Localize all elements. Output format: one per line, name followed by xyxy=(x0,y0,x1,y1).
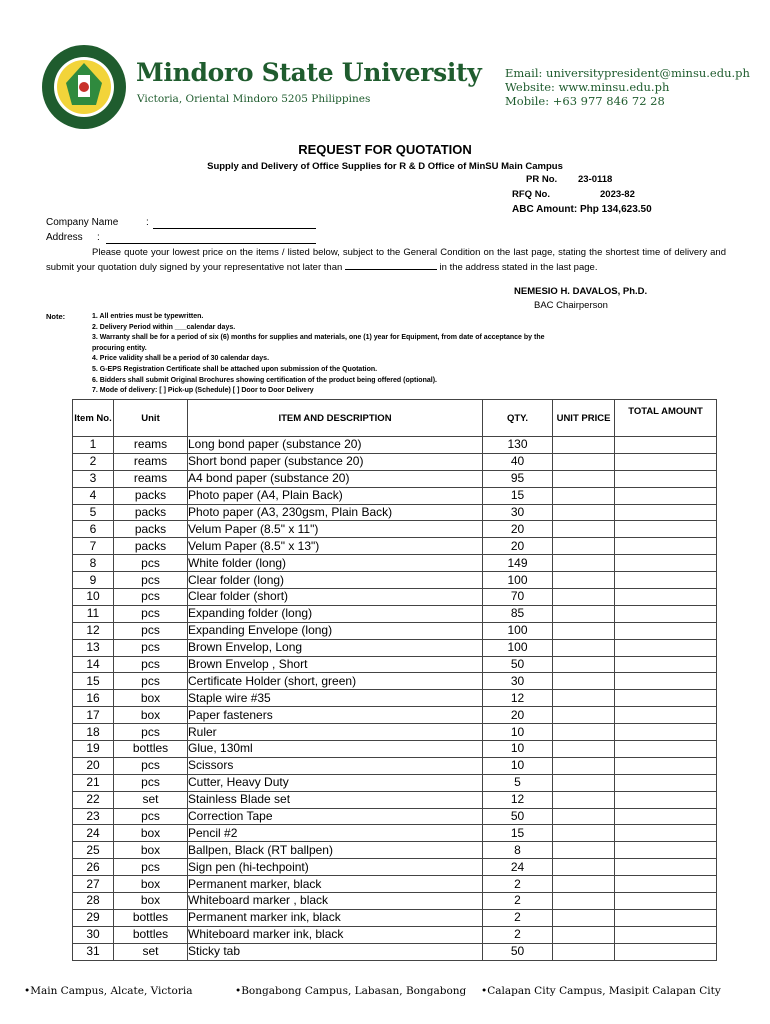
university-name: Mindoro State University xyxy=(136,58,482,87)
cell-item-no: 25 xyxy=(73,842,114,859)
table-row xyxy=(73,859,717,876)
company-name-field[interactable] xyxy=(153,218,316,229)
table-header-row xyxy=(73,400,717,437)
company-name-separator: : xyxy=(146,217,149,228)
cell-total-amount[interactable] xyxy=(615,741,717,758)
items-table xyxy=(72,399,717,961)
cell-item-no: 16 xyxy=(73,690,114,707)
cell-description: Short bond paper (substance 20) xyxy=(188,453,483,470)
cell-item-no: 20 xyxy=(73,757,114,774)
cell-unit: box xyxy=(114,842,188,859)
cell-unit-price[interactable] xyxy=(553,487,615,504)
cell-qty: 95 xyxy=(483,470,553,487)
table-row xyxy=(73,589,717,606)
cell-description: Brown Envelop , Short xyxy=(188,656,483,673)
cell-unit-price[interactable] xyxy=(553,538,615,555)
cell-unit: pcs xyxy=(114,639,188,656)
cell-total-amount[interactable] xyxy=(615,876,717,893)
signatory-title: BAC Chairperson xyxy=(534,300,608,311)
cell-description: Cutter, Heavy Duty xyxy=(188,774,483,791)
cell-item-no: 31 xyxy=(73,943,114,960)
cell-qty: 10 xyxy=(483,741,553,758)
header-unit-price: UNIT PRICE xyxy=(553,400,615,437)
cell-qty: 149 xyxy=(483,555,553,572)
cell-description: White folder (long) xyxy=(188,555,483,572)
cell-qty: 50 xyxy=(483,808,553,825)
table-row xyxy=(73,876,717,893)
cell-qty: 12 xyxy=(483,690,553,707)
cell-unit-price[interactable] xyxy=(553,926,615,943)
cell-description: Velum Paper (8.5" x 11") xyxy=(188,521,483,538)
cell-unit-price[interactable] xyxy=(553,521,615,538)
notes-list xyxy=(92,312,552,397)
instruction-text-1: Please quote your lowest price on the items / listed below, subject to the General Condition on the last page, stating the shortest time of delivery and submit your quotation duly signed by your representative not later than xyxy=(46,247,726,273)
cell-description: Brown Envelop, Long xyxy=(188,639,483,656)
cell-description: Certificate Holder (short, green) xyxy=(188,673,483,690)
table-row xyxy=(73,741,717,758)
document-subtitle: Supply and Delivery of Office Supplies for R & D Office of MinSU Main Campus xyxy=(207,161,563,172)
note-item: 4. Price validity shall be a period of 30 calendar days. xyxy=(92,355,270,363)
cell-item-no: 2 xyxy=(73,453,114,470)
cell-total-amount[interactable] xyxy=(615,673,717,690)
cell-item-no: 6 xyxy=(73,521,114,538)
table-row xyxy=(73,825,717,842)
cell-unit-price[interactable] xyxy=(553,943,615,960)
table-row xyxy=(73,757,717,774)
cell-item-no: 8 xyxy=(73,555,114,572)
cell-item-no: 18 xyxy=(73,724,114,741)
abc-amount: ABC Amount: Php 134,623.50 xyxy=(512,204,652,215)
cell-description: Expanding folder (long) xyxy=(188,605,483,622)
cell-total-amount[interactable] xyxy=(615,656,717,673)
table-row xyxy=(73,487,717,504)
table-row xyxy=(73,656,717,673)
cell-total-amount[interactable] xyxy=(615,808,717,825)
cell-qty: 10 xyxy=(483,724,553,741)
cell-description: Photo paper (A4, Plain Back) xyxy=(188,487,483,504)
cell-item-no: 22 xyxy=(73,791,114,808)
cell-description: Velum Paper (8.5" x 13") xyxy=(188,538,483,555)
cell-total-amount[interactable] xyxy=(615,589,717,606)
cell-qty: 15 xyxy=(483,487,553,504)
table-row xyxy=(73,842,717,859)
table-row xyxy=(73,605,717,622)
table-row xyxy=(73,893,717,910)
contact-email: Email: universitypresident@minsu.edu.ph xyxy=(505,66,750,80)
cell-qty: 2 xyxy=(483,909,553,926)
note-item: 1. All entries must be typewritten. xyxy=(92,313,204,320)
cell-item-no: 30 xyxy=(73,926,114,943)
cell-unit: reams xyxy=(114,453,188,470)
cell-total-amount[interactable] xyxy=(615,555,717,572)
cell-item-no: 13 xyxy=(73,639,114,656)
cell-unit-price[interactable] xyxy=(553,437,615,454)
cell-unit-price[interactable] xyxy=(553,690,615,707)
table-row xyxy=(73,504,717,521)
cell-unit: pcs xyxy=(114,555,188,572)
cell-item-no: 12 xyxy=(73,622,114,639)
table-row xyxy=(73,470,717,487)
table-row xyxy=(73,707,717,724)
cell-unit: bottles xyxy=(114,741,188,758)
table-row xyxy=(73,690,717,707)
university-address: Victoria, Oriental Mindoro 5205 Philippines xyxy=(137,93,371,105)
header-item-no: Item No. xyxy=(73,400,114,437)
cell-qty: 130 xyxy=(483,437,553,454)
cell-qty: 100 xyxy=(483,622,553,639)
cell-total-amount[interactable] xyxy=(615,437,717,454)
cell-item-no: 26 xyxy=(73,859,114,876)
cell-unit-price[interactable] xyxy=(553,656,615,673)
cell-item-no: 11 xyxy=(73,605,114,622)
cell-total-amount[interactable] xyxy=(615,572,717,589)
rfq-label: RFQ No. xyxy=(512,189,550,200)
cell-total-amount[interactable] xyxy=(615,859,717,876)
cell-qty: 85 xyxy=(483,605,553,622)
note-item: 3. Warranty shall be for a period of six (6) months for supplies and materials, one (1) year for Equipment, from date of acceptance by the procuring entity. xyxy=(92,334,545,352)
cell-description: Whiteboard marker ink, black xyxy=(188,926,483,943)
instruction-text-2: in the address stated in the last page. xyxy=(439,262,598,273)
cell-unit: pcs xyxy=(114,589,188,606)
cell-unit-price[interactable] xyxy=(553,909,615,926)
cell-unit: pcs xyxy=(114,859,188,876)
cell-qty: 15 xyxy=(483,825,553,842)
cell-unit: packs xyxy=(114,487,188,504)
cell-unit: reams xyxy=(114,437,188,454)
rfq-value: 2023-82 xyxy=(600,189,635,200)
cell-unit-price[interactable] xyxy=(553,893,615,910)
cell-unit: pcs xyxy=(114,808,188,825)
table-row xyxy=(73,622,717,639)
cell-unit: reams xyxy=(114,470,188,487)
cell-unit-price[interactable] xyxy=(553,842,615,859)
cell-qty: 5 xyxy=(483,774,553,791)
address-separator: : xyxy=(97,232,100,243)
table-row xyxy=(73,673,717,690)
note-item: 5. G-EPS Registration Certificate shall be attached upon submission of the Quotation. xyxy=(92,365,378,373)
cell-total-amount[interactable] xyxy=(615,487,717,504)
cell-unit: set xyxy=(114,791,188,808)
cell-qty: 50 xyxy=(483,656,553,673)
cell-description: Permanent marker, black xyxy=(188,876,483,893)
pr-value: 23-0118 xyxy=(578,174,613,185)
cell-item-no: 10 xyxy=(73,589,114,606)
cell-description: Glue, 130ml xyxy=(188,741,483,758)
table-row xyxy=(73,926,717,943)
cell-qty: 40 xyxy=(483,453,553,470)
cell-qty: 10 xyxy=(483,757,553,774)
table-row xyxy=(73,572,717,589)
cell-description: Expanding Envelope (long) xyxy=(188,622,483,639)
cell-description: Photo paper (A3, 230gsm, Plain Back) xyxy=(188,504,483,521)
note-item: 2. Delivery Period within ___calendar days. xyxy=(92,323,236,331)
footer-campus-main: •Main Campus, Alcate, Victoria xyxy=(24,985,193,997)
cell-item-no: 15 xyxy=(73,673,114,690)
note-label: Note: xyxy=(46,312,66,321)
cell-unit: box xyxy=(114,893,188,910)
cell-description: Long bond paper (substance 20) xyxy=(188,437,483,454)
table-row xyxy=(73,774,717,791)
cell-unit-price[interactable] xyxy=(553,555,615,572)
cell-unit: pcs xyxy=(114,656,188,673)
cell-unit-price[interactable] xyxy=(553,808,615,825)
cell-unit: pcs xyxy=(114,673,188,690)
cell-item-no: 14 xyxy=(73,656,114,673)
cell-unit: pcs xyxy=(114,605,188,622)
cell-description: Sticky tab xyxy=(188,943,483,960)
cell-total-amount[interactable] xyxy=(615,724,717,741)
cell-item-no: 29 xyxy=(73,909,114,926)
cell-unit: pcs xyxy=(114,724,188,741)
cell-unit: pcs xyxy=(114,622,188,639)
cell-qty: 2 xyxy=(483,893,553,910)
cell-unit-price[interactable] xyxy=(553,622,615,639)
cell-total-amount[interactable] xyxy=(615,639,717,656)
pr-label: PR No. xyxy=(526,174,558,185)
cell-item-no: 17 xyxy=(73,707,114,724)
cell-total-amount[interactable] xyxy=(615,825,717,842)
cell-unit: pcs xyxy=(114,774,188,791)
table-row xyxy=(73,555,717,572)
cell-qty: 100 xyxy=(483,639,553,656)
cell-total-amount[interactable] xyxy=(615,605,717,622)
cell-total-amount[interactable] xyxy=(615,470,717,487)
cell-unit-price[interactable] xyxy=(553,453,615,470)
table-row xyxy=(73,521,717,538)
cell-item-no: 21 xyxy=(73,774,114,791)
table-row xyxy=(73,808,717,825)
cell-unit: bottles xyxy=(114,926,188,943)
cell-qty: 12 xyxy=(483,791,553,808)
cell-item-no: 1 xyxy=(73,437,114,454)
document-title: REQUEST FOR QUOTATION xyxy=(298,142,472,157)
cell-qty: 20 xyxy=(483,521,553,538)
cell-item-no: 27 xyxy=(73,876,114,893)
cell-description: Correction Tape xyxy=(188,808,483,825)
cell-unit: pcs xyxy=(114,572,188,589)
cell-unit-price[interactable] xyxy=(553,707,615,724)
cell-qty: 8 xyxy=(483,842,553,859)
cell-description: A4 bond paper (substance 20) xyxy=(188,470,483,487)
cell-total-amount[interactable] xyxy=(615,757,717,774)
header-unit: Unit xyxy=(114,400,188,437)
cell-unit-price[interactable] xyxy=(553,673,615,690)
cell-description: Ballpen, Black (RT ballpen) xyxy=(188,842,483,859)
header-total-amount: TOTAL AMOUNT xyxy=(615,400,717,437)
table-row xyxy=(73,909,717,926)
cell-total-amount[interactable] xyxy=(615,926,717,943)
cell-unit: packs xyxy=(114,521,188,538)
cell-item-no: 28 xyxy=(73,893,114,910)
table-row xyxy=(73,453,717,470)
cell-unit-price[interactable] xyxy=(553,876,615,893)
note-item: 6. Bidders shall submit Original Brochures showing certification of the product being offered (optional). xyxy=(92,376,437,384)
header-description: ITEM AND DESCRIPTION xyxy=(188,400,483,437)
cell-description: Ruler xyxy=(188,724,483,741)
company-name-label: Company Name xyxy=(46,217,119,228)
cell-total-amount[interactable] xyxy=(615,909,717,926)
cell-unit-price[interactable] xyxy=(553,639,615,656)
cell-total-amount[interactable] xyxy=(615,690,717,707)
cell-unit: box xyxy=(114,876,188,893)
cell-item-no: 19 xyxy=(73,741,114,758)
cell-description: Clear folder (short) xyxy=(188,589,483,606)
cell-total-amount[interactable] xyxy=(615,774,717,791)
table-row xyxy=(73,943,717,960)
table-row xyxy=(73,437,717,454)
cell-unit: packs xyxy=(114,538,188,555)
contact-mobile: Mobile: +63 977 846 72 28 xyxy=(505,94,665,108)
table-row xyxy=(73,791,717,808)
cell-unit-price[interactable] xyxy=(553,589,615,606)
cell-unit-price[interactable] xyxy=(553,825,615,842)
cell-total-amount[interactable] xyxy=(615,893,717,910)
cell-qty: 50 xyxy=(483,943,553,960)
cell-qty: 100 xyxy=(483,572,553,589)
cell-qty: 2 xyxy=(483,926,553,943)
cell-total-amount[interactable] xyxy=(615,538,717,555)
deadline-field[interactable] xyxy=(345,260,437,270)
cell-item-no: 5 xyxy=(73,504,114,521)
cell-total-amount[interactable] xyxy=(615,943,717,960)
cell-unit-price[interactable] xyxy=(553,774,615,791)
cell-unit: box xyxy=(114,690,188,707)
cell-description: Stainless Blade set xyxy=(188,791,483,808)
cell-item-no: 3 xyxy=(73,470,114,487)
cell-description: Pencil #2 xyxy=(188,825,483,842)
footer-campus-bongabong: •Bongabong Campus, Labasan, Bongabong xyxy=(235,985,467,997)
header-qty: QTY. xyxy=(483,400,553,437)
cell-unit: box xyxy=(114,825,188,842)
note-item: 7. Mode of delivery: [ ] Pick-up (Schedule) [ ] Door to Door Delivery xyxy=(92,387,314,395)
cell-item-no: 9 xyxy=(73,572,114,589)
contact-website: Website: www.minsu.edu.ph xyxy=(505,80,670,94)
cell-item-no: 7 xyxy=(73,538,114,555)
cell-unit: bottles xyxy=(114,909,188,926)
cell-unit-price[interactable] xyxy=(553,504,615,521)
cell-description: Clear folder (long) xyxy=(188,572,483,589)
cell-unit-price[interactable] xyxy=(553,791,615,808)
address-label: Address xyxy=(46,232,83,243)
cell-unit-price[interactable] xyxy=(553,605,615,622)
cell-description: Permanent marker ink, black xyxy=(188,909,483,926)
cell-total-amount[interactable] xyxy=(615,504,717,521)
address-field[interactable] xyxy=(106,233,316,244)
cell-total-amount[interactable] xyxy=(615,707,717,724)
cell-unit-price[interactable] xyxy=(553,741,615,758)
cell-total-amount[interactable] xyxy=(615,453,717,470)
footer-campus-calapan: •Calapan City Campus, Masipit Calapan City xyxy=(481,985,721,997)
cell-total-amount[interactable] xyxy=(615,842,717,859)
table-row xyxy=(73,538,717,555)
cell-description: Staple wire #35 xyxy=(188,690,483,707)
cell-qty: 30 xyxy=(483,504,553,521)
cell-unit: set xyxy=(114,943,188,960)
cell-total-amount[interactable] xyxy=(615,521,717,538)
cell-qty: 20 xyxy=(483,538,553,555)
cell-item-no: 4 xyxy=(73,487,114,504)
cell-description: Whiteboard marker , black xyxy=(188,893,483,910)
cell-unit-price[interactable] xyxy=(553,724,615,741)
cell-description: Paper fasteners xyxy=(188,707,483,724)
cell-qty: 30 xyxy=(483,673,553,690)
cell-total-amount[interactable] xyxy=(615,622,717,639)
instruction-paragraph xyxy=(46,246,726,275)
table-row xyxy=(73,724,717,741)
cell-item-no: 23 xyxy=(73,808,114,825)
table-row xyxy=(73,639,717,656)
cell-unit-price[interactable] xyxy=(553,572,615,589)
cell-unit: box xyxy=(114,707,188,724)
cell-unit-price[interactable] xyxy=(553,470,615,487)
cell-qty: 2 xyxy=(483,876,553,893)
cell-item-no: 24 xyxy=(73,825,114,842)
cell-description: Scissors xyxy=(188,757,483,774)
cell-description: Sign pen (hi-techpoint) xyxy=(188,859,483,876)
cell-qty: 70 xyxy=(483,589,553,606)
cell-unit-price[interactable] xyxy=(553,757,615,774)
cell-unit: pcs xyxy=(114,757,188,774)
signatory-name: NEMESIO H. DAVALOS, Ph.D. xyxy=(514,286,648,297)
cell-qty: 20 xyxy=(483,707,553,724)
university-logo xyxy=(40,43,128,131)
cell-qty: 24 xyxy=(483,859,553,876)
cell-unit-price[interactable] xyxy=(553,859,615,876)
cell-total-amount[interactable] xyxy=(615,791,717,808)
cell-unit: packs xyxy=(114,504,188,521)
